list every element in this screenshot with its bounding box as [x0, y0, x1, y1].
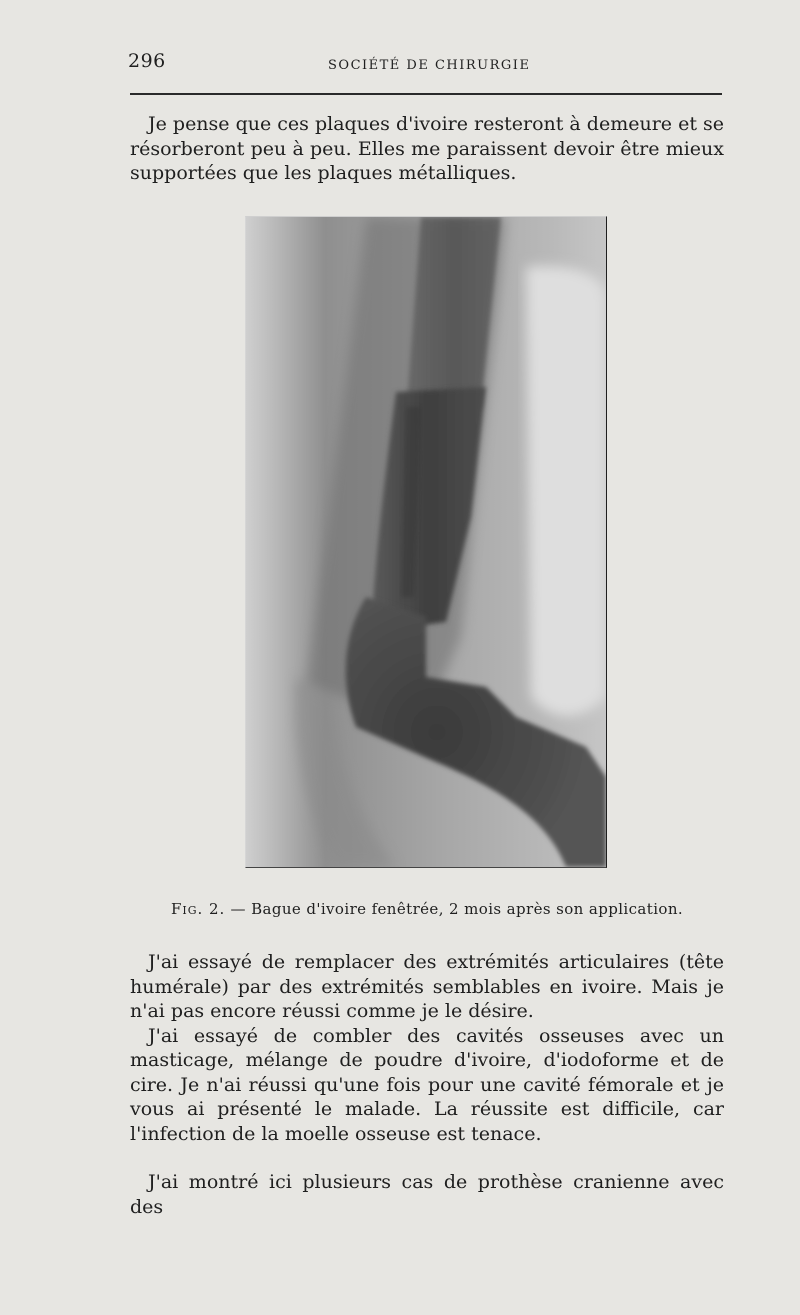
xray-figure — [245, 216, 607, 868]
body-text-top — [130, 112, 724, 186]
figure-label: Fig. 2. — [170, 900, 226, 918]
figure-caption-text: — Bague d'ivoire fenêtrée, 2 mois après son application. — [225, 900, 684, 918]
figure-caption — [130, 900, 724, 918]
running-title: SOCIÉTÉ DE CHIRURGIE — [328, 58, 531, 73]
paragraph-bone-cavities: J'ai essayé de combler des cavités osseuses avec un masticage, mélange de poudre d'ivoire, d'iodoforme et de cire. Je n'ai réussi qu'une fois pour une cavité fémorale et je vous ai présenté le malade. La réussite est difficile, car l'infection de la moelle osseuse est tenace. — [130, 1024, 724, 1145]
page-header — [128, 50, 722, 80]
header-rule — [130, 93, 722, 95]
xray-image — [246, 217, 606, 867]
paragraph-articular-extremities: J'ai essayé de remplacer des extrémités articulaires (tête humérale) par des extrémités semblables en ivoire. Mais je n'ai pas encore réussi comme je le désire. — [130, 951, 724, 1022]
body-text-middle — [130, 950, 724, 1146]
body-text-bottom — [130, 1170, 724, 1219]
paragraph-cranial-prosthesis: J'ai montré ici plusieurs cas de prothèse cranienne avec des — [130, 1171, 724, 1218]
page-number: 296 — [128, 50, 166, 72]
paragraph-ivory-plates: Je pense que ces plaques d'ivoire resteront à demeure et se résorberont peu à peu. Elles me paraissent devoir être mieux supportées que les plaques métalliques. — [130, 113, 724, 184]
